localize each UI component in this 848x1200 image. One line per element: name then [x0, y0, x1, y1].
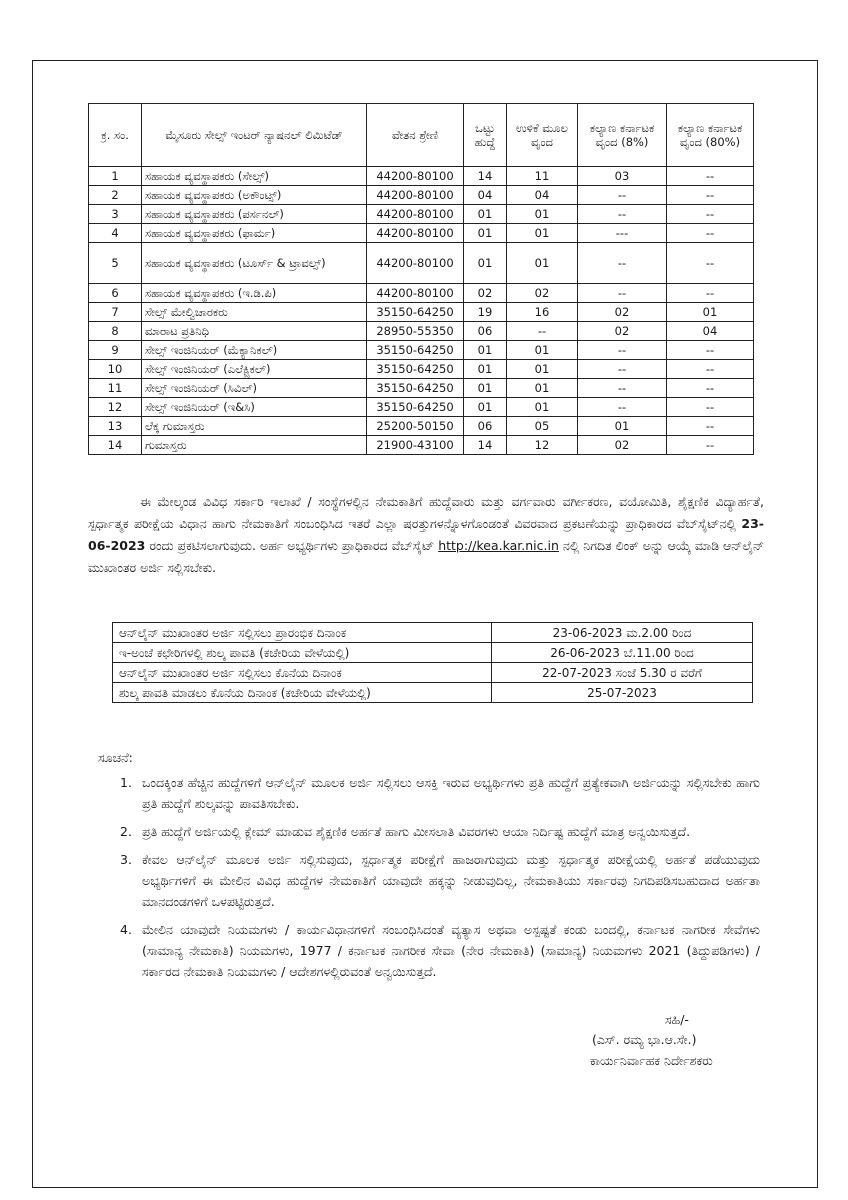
- table-row: [89, 205, 754, 224]
- cell-pay-scale: 35150-64250: [367, 341, 464, 360]
- header-kk-cadre-80: ಕಲ್ಯಾಣ ಕರ್ನಾಟಕ ವೃಂದ (80%): [667, 104, 754, 167]
- note-number: 1.: [120, 775, 132, 790]
- cell-kk80: --: [667, 398, 754, 417]
- cell-post: ಸಹಾಯಕ ವ್ಯವಸ್ಥಾಪಕರು (ಇ.ಡಿ.ಪಿ): [142, 284, 367, 303]
- cell-kk8: 02: [578, 436, 667, 455]
- cell-residual: 01: [507, 341, 578, 360]
- cell-serial: 7: [89, 303, 142, 322]
- table-body: [89, 167, 754, 455]
- date-value: 23-06-2023 ಮ.2.00 ರಿಂದ: [492, 623, 753, 643]
- cell-serial: 3: [89, 205, 142, 224]
- cell-serial: 11: [89, 379, 142, 398]
- cell-residual: 16: [507, 303, 578, 322]
- cell-residual: 02: [507, 284, 578, 303]
- cell-total: 01: [464, 379, 507, 398]
- cell-kk80: --: [667, 167, 754, 186]
- cell-kk80: --: [667, 205, 754, 224]
- cell-residual: 01: [507, 224, 578, 243]
- date-row: [113, 623, 753, 643]
- kea-website-link[interactable]: http://kea.kar.nic.in: [438, 538, 559, 553]
- note-item: [120, 849, 760, 912]
- header-organization: ಮೈಸೂರು ಸೇಲ್ಸ್ ಇಂಟರ್ ನ್ಯಾಷನಲ್ ಲಿಮಿಟೆಡ್: [142, 104, 367, 167]
- note-number: 4.: [120, 922, 132, 937]
- cell-serial: 10: [89, 360, 142, 379]
- date-row: [113, 643, 753, 663]
- cell-serial: 14: [89, 436, 142, 455]
- cell-pay-scale: 44200-80100: [367, 167, 464, 186]
- table-row: [89, 284, 754, 303]
- cell-post: ಲೆಕ್ಕ ಗುಮಾಸ್ತರು: [142, 417, 367, 436]
- cell-pay-scale: 21900-43100: [367, 436, 464, 455]
- notes-list: [120, 772, 760, 989]
- cell-total: 01: [464, 341, 507, 360]
- cell-kk8: 02: [578, 303, 667, 322]
- cell-pay-scale: 44200-80100: [367, 224, 464, 243]
- cell-kk8: --: [578, 243, 667, 284]
- cell-serial: 1: [89, 167, 142, 186]
- cell-pay-scale: 35150-64250: [367, 398, 464, 417]
- cell-pay-scale: 44200-80100: [367, 284, 464, 303]
- cell-pay-scale: 44200-80100: [367, 243, 464, 284]
- cell-serial: 6: [89, 284, 142, 303]
- cell-residual: 01: [507, 205, 578, 224]
- cell-serial: 12: [89, 398, 142, 417]
- note-number: 3.: [120, 852, 132, 867]
- cell-post: ಸೇಲ್ಸ್ ಮೇಲ್ವಿಚಾರಕರು: [142, 303, 367, 322]
- cell-pay-scale: 35150-64250: [367, 360, 464, 379]
- cell-total: 01: [464, 398, 507, 417]
- cell-kk80: --: [667, 224, 754, 243]
- cell-total: 04: [464, 186, 507, 205]
- note-item: [120, 772, 760, 814]
- cell-total: 06: [464, 322, 507, 341]
- cell-kk80: --: [667, 341, 754, 360]
- cell-residual: 01: [507, 360, 578, 379]
- cell-kk8: --: [578, 205, 667, 224]
- cell-total: 06: [464, 417, 507, 436]
- cell-kk80: --: [667, 417, 754, 436]
- table-row: [89, 417, 754, 436]
- date-value: 22-07-2023 ಸಂಜೆ 5.30 ರ ವರೆಗೆ: [492, 663, 753, 683]
- cell-post: ಸಹಾಯಕ ವ್ಯವಸ್ಥಾಪಕರು (ಫಾರ್ಮ): [142, 224, 367, 243]
- note-text: ಪ್ರತಿ ಹುದ್ದೆಗೆ ಅರ್ಜಿಯಲ್ಲಿ ಕ್ಲೇಮ್ ಮಾಡುವ ಶೈಕ್ಷಣಿಕ ಅರ್ಹತೆ ಹಾಗು ಮೀಸಲಾತಿ ವಿವರಗಳು ಆಯಾ ನಿರ್ದಿಷ್ಟ ಹುದ್ದೆಗೆ ಮಾತ್ರ ಅನ್ವಯಿಸುತ್ತದೆ.: [142, 824, 691, 839]
- cell-kk80: --: [667, 379, 754, 398]
- cell-residual: 01: [507, 398, 578, 417]
- cell-total: 14: [464, 167, 507, 186]
- signature-sd: ಸಹಿ/-: [665, 1012, 689, 1027]
- cell-serial: 4: [89, 224, 142, 243]
- cell-residual: 04: [507, 186, 578, 205]
- cell-post: ಮಾರಾಟ ಪ್ರತಿನಿಧಿ: [142, 322, 367, 341]
- cell-total: 01: [464, 360, 507, 379]
- date-row: [113, 683, 753, 703]
- table-row: [89, 224, 754, 243]
- table-header-row: [89, 104, 754, 167]
- cell-kk80: --: [667, 186, 754, 205]
- table-row: [89, 398, 754, 417]
- table-row: [89, 341, 754, 360]
- cell-kk8: --: [578, 284, 667, 303]
- date-value: 25-07-2023: [492, 683, 753, 703]
- cell-kk8: --: [578, 341, 667, 360]
- cell-pay-scale: 44200-80100: [367, 186, 464, 205]
- header-total-posts: ಒಟ್ಟು ಹುದ್ದೆ: [464, 104, 507, 167]
- cell-serial: 2: [89, 186, 142, 205]
- cell-pay-scale: 44200-80100: [367, 205, 464, 224]
- signatory-name: (ಎಸ್. ರಮ್ಯ ಭಾ.ಆ.ಸೇ.): [592, 1032, 697, 1047]
- date-label: ಆನ್‌ಲೈನ್ ಮುಖಾಂತರ ಅರ್ಜಿ ಸಲ್ಲಿಸಲು ಪ್ರಾರಂಭಿಕ ದಿನಾಂಕ: [113, 623, 492, 643]
- cell-kk80: 01: [667, 303, 754, 322]
- cell-kk8: --: [578, 360, 667, 379]
- cell-kk8: ---: [578, 224, 667, 243]
- table-row: [89, 303, 754, 322]
- note-text: ಕೇವಲ ಆನ್‌ಲೈನ್ ಮೂಲಕ ಅರ್ಜಿ ಸಲ್ಲಿಸುವುದು, ಸ್ಪರ್ಧಾತ್ಮಕ ಪರೀಕ್ಷೆಗೆ ಹಾಜರಾಗುವುದು ಮತ್ತು ಸ್ಪರ್ಧಾತ್ಮಕ ಪರೀಕ್ಷೆಯಲ್ಲಿ ಅರ್ಹತೆ ಪಡೆಯುವುದು ಅಭ್ಯರ್ಥಿಗಳಿಗೆ ಈ ಮೇಲಿನ ವಿವಿಧ ಹುದ್ದೆಗಳ ನೇಮಕಾತಿಗೆ ಯಾವುದೇ ಹಕ್ಕನ್ನು ನೀಡುವುದಿಲ್ಲ, ನೇಮಕಾತಿಯು ಸರ್ಕಾರವು ನಿಗದಿಪಡಿಸಬಹುದಾದ ಅರ್ಹತಾ ಮಾನದಂಡಗಳಿಗೆ ಒಳಪಟ್ಟಿರುತ್ತದೆ.: [142, 852, 760, 909]
- table-row: [89, 379, 754, 398]
- cell-kk80: 04: [667, 322, 754, 341]
- cell-serial: 13: [89, 417, 142, 436]
- cell-post: ಗುಮಾಸ್ತರು: [142, 436, 367, 455]
- date-label: ಆನ್‌ಲೈನ್ ಮುಖಾಂತರ ಅರ್ಜಿ ಸಲ್ಲಿಸಲು ಕೊನೆಯ ದಿನಾಂಕ: [113, 663, 492, 683]
- header-residual-cadre: ಉಳಿಕೆ ಮೂಲ ವೃಂದ: [507, 104, 578, 167]
- cell-serial: 8: [89, 322, 142, 341]
- cell-kk8: --: [578, 186, 667, 205]
- cell-kk80: --: [667, 436, 754, 455]
- cell-kk8: --: [578, 398, 667, 417]
- date-label: ಇ-ಅಂಚೆ ಕಛೇರಿಗಳಲ್ಲಿ ಶುಲ್ಕ ಪಾವತಿ (ಕಚೇರಿಯ ವೇಳೆಯಲ್ಲಿ): [113, 643, 492, 663]
- date-row: [113, 663, 753, 683]
- cell-pay-scale: 35150-64250: [367, 303, 464, 322]
- table-row: [89, 243, 754, 284]
- cell-post: ಸಹಾಯಕ ವ್ಯವಸ್ಥಾಪಕರು (ಸೇಲ್ಸ್): [142, 167, 367, 186]
- cell-total: 02: [464, 284, 507, 303]
- note-text: ಒಂದಕ್ಕಿಂತ ಹೆಚ್ಚಿನ ಹುದ್ದೆಗಳಿಗೆ ಆನ್‌ಲೈನ್ ಮೂಲಕ ಅರ್ಜಿ ಸಲ್ಲಿಸಲು ಆಸಕ್ತಿ ಇರುವ ಅಭ್ಯರ್ಥಿಗಳು ಪ್ರತಿ ಹುದ್ದೆಗೆ ಪ್ರತ್ಯೇಕವಾಗಿ ಅರ್ಜಿಯನ್ನು ಸಲ್ಲಿಸಬೇಕು ಹಾಗು ಪ್ರತಿ ಹುದ್ದೆಗೆ ಶುಲ್ಕವನ್ನು ಪಾವತಿಸಬೇಕು.: [142, 775, 760, 811]
- cell-residual: 12: [507, 436, 578, 455]
- cell-total: 19: [464, 303, 507, 322]
- cell-kk8: 01: [578, 417, 667, 436]
- paragraph-text-3: ನಲ್ಲಿ ನಿಗದಿತ ಲಿಂಕ್ ಅನ್ನು ಆಯ್ಕೆ ಮಾಡಿ ಆನ್‌ಲೈನ್ ಮುಖಾಂತರ ಅರ್ಜಿ ಸಲ್ಲಿಸಬೇಕು.: [88, 538, 765, 575]
- table-row: [89, 360, 754, 379]
- cell-residual: 01: [507, 243, 578, 284]
- cell-kk80: --: [667, 284, 754, 303]
- note-item: [120, 919, 760, 982]
- cell-pay-scale: 28950-55350: [367, 322, 464, 341]
- table-row: [89, 436, 754, 455]
- date-value: 26-06-2023 ಬೆ.11.00 ರಿಂದ: [492, 643, 753, 663]
- dates-table: [112, 622, 753, 703]
- cell-post: ಸಹಾಯಕ ವ್ಯವಸ್ಥಾಪಕರು (ಟೂರ್ಸ್ & ಟ್ರಾವಲ್ಸ್): [142, 243, 367, 284]
- cell-total: 01: [464, 224, 507, 243]
- cell-total: 01: [464, 243, 507, 284]
- posts-table: [88, 103, 754, 455]
- note-text: ಮೇಲಿನ ಯಾವುದೇ ನಿಯಮಗಳು / ಕಾರ್ಯವಿಧಾನಗಳಿಗೆ ಸಂಬಂಧಿಸಿದಂತೆ ವ್ಯತ್ಯಾಸ ಅಥವಾ ಅಸ್ಪಷ್ಟತೆ ಕಂಡು ಬಂದಲ್ಲಿ, ಕರ್ನಾಟಕ ನಾಗರೀಕ ಸೇವೆಗಳು (ಸಾಮಾನ್ಯ ನೇಮಕಾತಿ) ನಿಯಮಗಳು, 1977 / ಕರ್ನಾಟಕ ನಾಗರೀಕ ಸೇವಾ (ನೇರ ನೇಮಕಾತಿ) (ಸಾಮಾನ್ಯ) ನಿಯಮಗಳು 2021 (ತಿದ್ದುಪಡಿಗಳು) / ಸರ್ಕಾರದ ನೇಮಕಾತಿ ನಿಯಮಗಳು / ಆದೇಶಗಳಲ್ಲಿರುವಂತೆ ಅನ್ವಯಿಸುತ್ತದೆ.: [142, 922, 760, 979]
- header-serial: ಕ್ರ. ಸಂ.: [89, 104, 142, 167]
- cell-kk80: --: [667, 243, 754, 284]
- publication-date: 23-06-2023: [88, 516, 764, 553]
- note-item: [120, 821, 760, 842]
- cell-post: ಸೇಲ್ಸ್ ಇಂಜಿನಿಯರ್ (ಸಿವಿಲ್): [142, 379, 367, 398]
- table-row: [89, 186, 754, 205]
- cell-serial: 9: [89, 341, 142, 360]
- signatory-designation: ಕಾರ್ಯನಿರ್ವಾಹಕ ನಿರ್ದೇಶಕರು: [590, 1053, 713, 1068]
- paragraph-text-1: ಈ ಮೇಲ್ಕಂಡ ವಿವಿಧ ಸರ್ಕಾರಿ ಇಲಾಖೆ / ಸಂಸ್ಥೆಗಳಲ್ಲಿನ ನೇಮಕಾತಿಗೆ ಹುದ್ದೆವಾರು ಮತ್ತು ವರ್ಗವಾರು ವರ್ಗೀಕರಣ, ವಯೋಮಿತಿ, ಶೈಕ್ಷಣಿಕ ವಿದ್ಯಾರ್ಹತೆ, ಸ್ಪರ್ಧಾತ್ಮಕ ಪರೀಕ್ಷೆಯ ವಿಧಾನ ಹಾಗು ನೇಮಕಾತಿಗೆ ಸಂಬಂಧಿಸಿದ ಇತರೆ ಎಲ್ಲಾ ಷರತ್ತುಗಳನ್ನೊಳಗೊಂಡಂತೆ ವಿವರವಾದ ಪ್ರಕಟಣೆಯನ್ನು ಪ್ರಾಧಿಕಾರದ ವೆಬ್‌ಸೈಟ್‌ನಲ್ಲಿ: [88, 494, 764, 531]
- cell-post: ಸಹಾಯಕ ವ್ಯವಸ್ಥಾಪಕರು (ಅಕೌಂಟ್ಸ್): [142, 186, 367, 205]
- table-row: [89, 322, 754, 341]
- table-row: [89, 167, 754, 186]
- cell-kk80: --: [667, 360, 754, 379]
- notification-paragraph: [88, 491, 764, 579]
- cell-kk8: 02: [578, 322, 667, 341]
- cell-pay-scale: 25200-50150: [367, 417, 464, 436]
- header-kk-cadre-8: ಕಲ್ಯಾಣ ಕರ್ನಾಟಕ ವೃಂದ (8%): [578, 104, 667, 167]
- paragraph-text-2: ರಂದು ಪ್ರಕಟಿಸಲಾಗುವುದು. ಅರ್ಹ ಅಭ್ಯರ್ಥಿಗಳು ಪ್ರಾಧಿಕಾರದ ವೆಬ್‌ಸೈಟ್: [149, 538, 435, 553]
- cell-pay-scale: 35150-64250: [367, 379, 464, 398]
- cell-total: 14: [464, 436, 507, 455]
- cell-post: ಸೇಲ್ಸ್ ಇಂಜಿನಿಯರ್ (ಎಲೆಕ್ಟ್ರಿಕಲ್): [142, 360, 367, 379]
- cell-residual: --: [507, 322, 578, 341]
- cell-kk8: 03: [578, 167, 667, 186]
- note-number: 2.: [120, 824, 132, 839]
- cell-kk8: --: [578, 379, 667, 398]
- cell-residual: 11: [507, 167, 578, 186]
- header-pay-scale: ವೇತನ ಶ್ರೇಣಿ: [367, 104, 464, 167]
- cell-post: ಸೇಲ್ಸ್ ಇಂಜಿನಿಯರ್ (ಇ&ಸಿ): [142, 398, 367, 417]
- cell-post: ಸಹಾಯಕ ವ್ಯವಸ್ಥಾಪಕರು (ಪರ್ಸನಲ್): [142, 205, 367, 224]
- cell-serial: 5: [89, 243, 142, 284]
- cell-residual: 01: [507, 379, 578, 398]
- cell-post: ಸೇಲ್ಸ್ ಇಂಜಿನಿಯರ್ (ಮೆಕ್ಯಾನಿಕಲ್): [142, 341, 367, 360]
- cell-total: 01: [464, 205, 507, 224]
- notes-title: ಸೂಚನೆ:: [98, 750, 133, 765]
- cell-residual: 05: [507, 417, 578, 436]
- date-label: ಶುಲ್ಕ ಪಾವತಿ ಮಾಡಲು ಕೊನೆಯ ದಿನಾಂಕ (ಕಚೇರಿಯ ವೇಳೆಯಲ್ಲಿ): [113, 683, 492, 703]
